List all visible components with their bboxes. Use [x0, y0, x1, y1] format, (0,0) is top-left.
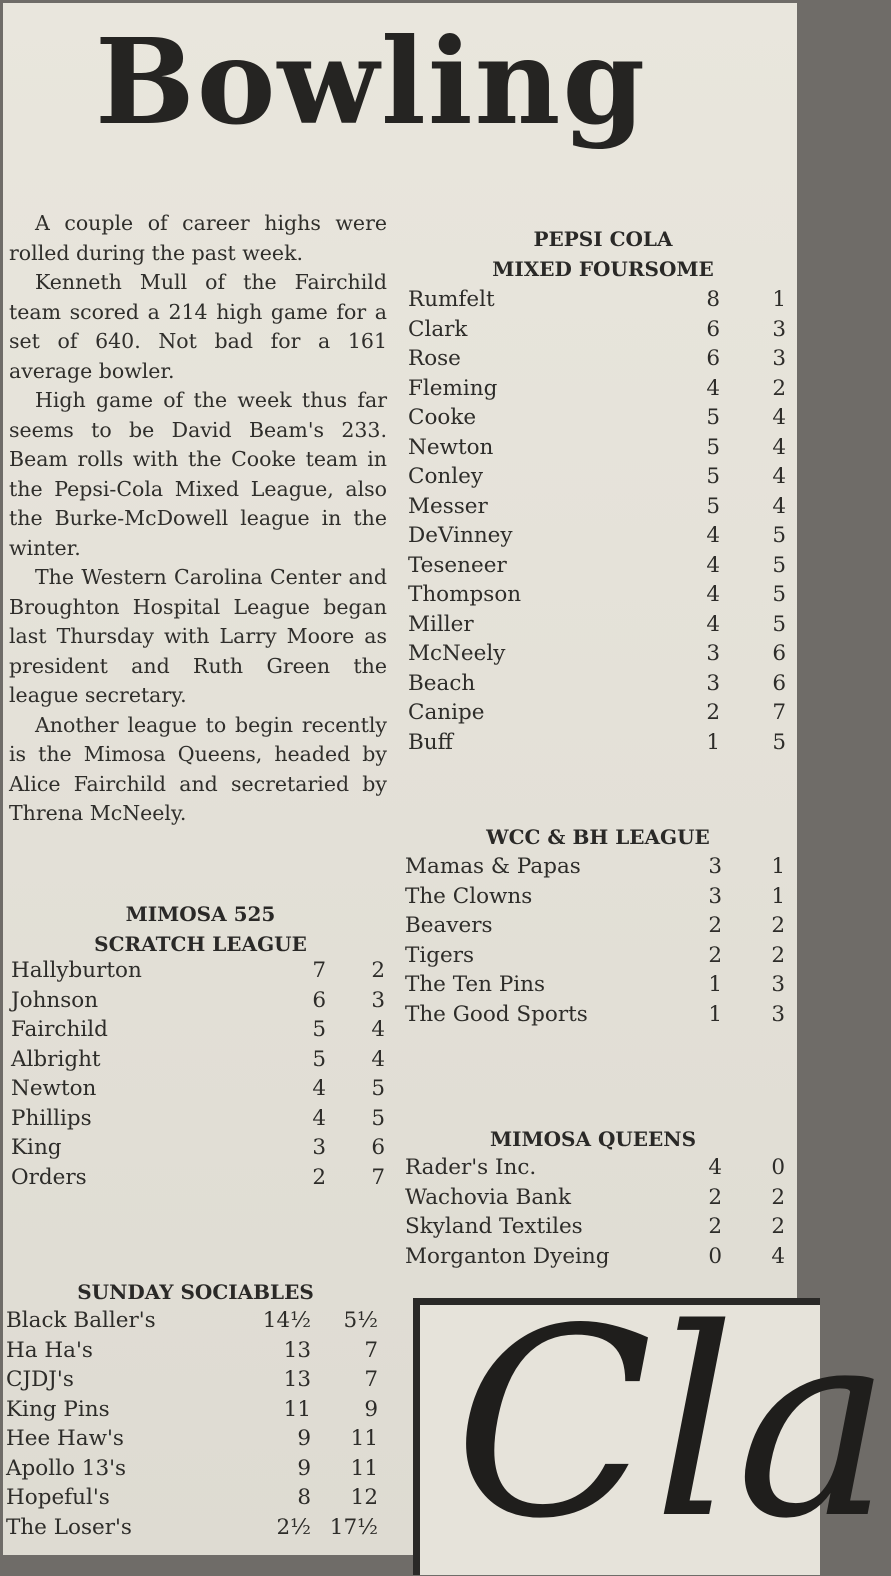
pepsi-cola-standings [408, 285, 798, 757]
team-name: Ha Ha's [6, 1337, 93, 1363]
team-name: Phillips [11, 1105, 92, 1131]
losses-value: 1 [772, 287, 786, 312]
wins-value: 2 [706, 700, 720, 725]
wcc-bh-heading [473, 822, 723, 852]
losses-value: 12 [350, 1485, 378, 1510]
wins-value: 1 [708, 972, 722, 997]
standings-row [6, 1395, 386, 1425]
wins-value: 5 [706, 405, 720, 430]
standings-row [11, 1163, 391, 1193]
wins-value: 14½ [262, 1308, 311, 1333]
losses-value: 1 [771, 854, 785, 879]
heading-line: MIMOSA QUEENS [489, 1127, 697, 1151]
wins-value: 5 [706, 464, 720, 489]
wins-value: 2 [708, 1214, 722, 1239]
standings-row [408, 315, 798, 345]
heading-line: WCC & BH LEAGUE [486, 825, 710, 849]
wins-value: 4 [706, 582, 720, 607]
wins-value: 4 [706, 375, 720, 401]
losses-value: 4 [772, 464, 786, 489]
wins-value: 7 [312, 958, 326, 983]
wins-value: 8 [297, 1485, 311, 1510]
article-paragraph: Kenneth Mull of the Fairchild team scored a 214 high game for a set of 640. Not bad for a 161 average bowler. [9, 270, 387, 383]
wins-value: 4 [706, 552, 720, 578]
wins-value: 5 [706, 493, 720, 519]
losses-value: 2 [771, 942, 785, 968]
wins-value: 5 [706, 434, 720, 460]
wins-value: 6 [312, 987, 326, 1013]
wins-value: 2½ [276, 1514, 311, 1540]
standings-row [405, 1212, 795, 1242]
standings-row [11, 956, 391, 986]
losses-value: 4 [772, 405, 786, 430]
team-name: CJDJ's [6, 1367, 74, 1392]
losses-value: 11 [350, 1426, 378, 1451]
losses-value: 3 [772, 346, 786, 371]
team-name: Miller [408, 611, 474, 637]
standings-row [408, 403, 798, 433]
standings-row [405, 1242, 795, 1272]
wins-value: 5 [312, 1046, 326, 1072]
team-name: Mamas & Papas [405, 854, 581, 879]
losses-value: 6 [371, 1135, 385, 1160]
standings-row [408, 551, 798, 581]
team-name: Conley [408, 464, 483, 489]
wins-value: 0 [708, 1243, 722, 1269]
team-name: Rose [408, 346, 461, 371]
standings-row [408, 462, 798, 492]
losses-value: 5 [371, 1076, 385, 1101]
heading-line: MIMOSA 525 [125, 902, 276, 926]
page-title: Bowling [95, 12, 647, 151]
losses-value: 17½ [329, 1514, 378, 1540]
losses-value: 5 [772, 611, 786, 637]
losses-value: 4 [371, 1017, 385, 1042]
standings-row [11, 1104, 391, 1134]
standings-row [6, 1306, 386, 1336]
mimosa-525-heading [58, 899, 343, 959]
team-name: The Clowns [405, 883, 533, 909]
standings-row [408, 610, 798, 640]
standings-row [6, 1365, 386, 1395]
standings-row [405, 911, 795, 941]
losses-value: 5 [371, 1105, 385, 1131]
losses-value: 11 [350, 1455, 378, 1481]
team-name: Beach [408, 670, 476, 696]
standings-row [408, 521, 798, 551]
standings-row [405, 1183, 795, 1213]
heading-line: PEPSI COLA [533, 227, 673, 251]
team-name: Johnson [11, 987, 99, 1013]
losses-value: 5 [772, 729, 786, 755]
standings-row [408, 698, 798, 728]
standings-row [405, 941, 795, 971]
standings-row [11, 986, 391, 1016]
standings-row [408, 344, 798, 374]
losses-value: 2 [771, 1184, 785, 1210]
losses-value: 4 [772, 493, 786, 519]
article-paragraph: A couple of career highs were rolled during the past week. [9, 211, 387, 265]
wins-value: 2 [708, 942, 722, 968]
losses-value: 3 [771, 972, 785, 997]
wins-value: 9 [297, 1426, 311, 1451]
team-name: Rader's Inc. [405, 1155, 537, 1180]
team-name: Morganton Dyeing [405, 1243, 610, 1269]
article-paragraph: Another league to begin recently is the Mimosa Queens, headed by Alice Fairchild and secretaried by Threna McNeely. [9, 712, 387, 825]
wins-value: 6 [706, 346, 720, 371]
team-name: King [11, 1135, 62, 1160]
wins-value: 13 [283, 1337, 311, 1363]
team-name: Beavers [405, 913, 493, 938]
wins-value: 11 [283, 1396, 311, 1422]
pepsi-cola-heading [433, 224, 773, 284]
article-body [9, 209, 387, 829]
losses-value: 3 [771, 1001, 785, 1027]
team-name: Canipe [408, 700, 485, 725]
sunday-sociables-standings [6, 1306, 386, 1542]
wins-value: 13 [283, 1367, 311, 1392]
wins-value: 3 [706, 641, 720, 666]
team-name: Hallyburton [11, 958, 142, 983]
losses-value: 7 [364, 1337, 378, 1363]
standings-row [6, 1424, 386, 1454]
wins-value: 2 [312, 1164, 326, 1190]
wins-value: 4 [706, 611, 720, 637]
team-name: The Good Sports [405, 1001, 588, 1027]
losses-value: 7 [772, 700, 786, 725]
losses-value: 9 [364, 1396, 378, 1422]
standings-row [408, 728, 798, 758]
advertisement-box [413, 1274, 891, 1576]
wins-value: 3 [708, 883, 722, 909]
ad-script-lettering: Cla [454, 1274, 891, 1576]
sunday-sociables-heading [58, 1277, 333, 1307]
standings-row [11, 1045, 391, 1075]
team-name: Fairchild [11, 1017, 108, 1042]
losses-value: 4 [772, 434, 786, 460]
team-name: The Ten Pins [405, 972, 546, 997]
team-name: Hee Haw's [6, 1426, 124, 1451]
standings-row [6, 1454, 386, 1484]
standings-row [408, 433, 798, 463]
losses-value: 2 [772, 375, 786, 401]
losses-value: 2 [771, 913, 785, 938]
losses-value: 6 [772, 670, 786, 696]
heading-line: MIXED FOURSOME [492, 257, 714, 281]
wins-value: 3 [312, 1135, 326, 1160]
standings-row [11, 1133, 391, 1163]
standings-row [408, 669, 798, 699]
newspaper-clipping [3, 3, 891, 1576]
team-name: Cooke [408, 405, 477, 430]
team-name: Rumfelt [408, 287, 495, 312]
losses-value: 5 [772, 582, 786, 607]
standings-row [408, 639, 798, 669]
team-name: King Pins [6, 1396, 110, 1422]
wins-value: 1 [708, 1001, 722, 1027]
standings-row [11, 1015, 391, 1045]
standings-row [408, 285, 798, 315]
standings-row [405, 882, 795, 912]
heading-line: SCRATCH LEAGUE [94, 932, 307, 956]
standings-row [6, 1336, 386, 1366]
team-name: Messer [408, 493, 488, 519]
standings-row [11, 1074, 391, 1104]
losses-value: 5 [772, 523, 786, 548]
mimosa-525-standings [11, 956, 391, 1192]
wins-value: 4 [312, 1076, 326, 1101]
losses-value: 0 [771, 1155, 785, 1180]
team-name: DeVinney [408, 523, 513, 548]
team-name: Fleming [408, 375, 498, 401]
team-name: Buff [408, 729, 453, 755]
losses-value: 3 [772, 316, 786, 342]
team-name: Albright [11, 1046, 101, 1072]
losses-value: 1 [771, 883, 785, 909]
team-name: The Loser's [6, 1514, 132, 1540]
wins-value: 3 [706, 670, 720, 696]
team-name: Wachovia Bank [405, 1184, 572, 1210]
heading-line: SUNDAY SOCIABLES [77, 1280, 314, 1304]
team-name: Skyland Textiles [405, 1214, 583, 1239]
team-name: Apollo 13's [6, 1455, 127, 1481]
standings-row [405, 1153, 795, 1183]
wins-value: 6 [706, 316, 720, 342]
article-paragraph: The Western Carolina Center and Broughton Hospital League began last Thursday with Larry Moore as president and Ruth Green the league secretary. [9, 565, 387, 707]
losses-value: 7 [364, 1367, 378, 1392]
wins-value: 2 [708, 913, 722, 938]
team-name: Hopeful's [6, 1485, 110, 1510]
standings-row [408, 492, 798, 522]
losses-value: 5 [772, 552, 786, 578]
mimosa-queens-heading [473, 1124, 713, 1154]
article-paragraph: High game of the week thus far seems to be David Beam's 233. Beam rolls with the Cooke team in the Pepsi-Cola Mixed League, also the Burke-McDowell league in the winter. [9, 388, 387, 560]
losses-value: 6 [772, 641, 786, 666]
standings-row [405, 970, 795, 1000]
standings-row [408, 374, 798, 404]
wcc-bh-standings [405, 852, 795, 1029]
wins-value: 4 [312, 1105, 326, 1131]
wins-value: 9 [297, 1455, 311, 1481]
wins-value: 4 [706, 523, 720, 548]
losses-value: 3 [371, 987, 385, 1013]
team-name: Black Baller's [6, 1308, 156, 1333]
wins-value: 4 [708, 1155, 722, 1180]
standings-row [6, 1513, 386, 1543]
wins-value: 2 [708, 1184, 722, 1210]
losses-value: 4 [771, 1243, 785, 1269]
wins-value: 1 [706, 729, 720, 755]
team-name: Clark [408, 316, 468, 342]
standings-row [405, 1000, 795, 1030]
team-name: Orders [11, 1164, 87, 1190]
wins-value: 3 [708, 854, 722, 879]
team-name: Thompson [408, 582, 522, 607]
losses-value: 2 [771, 1214, 785, 1239]
wins-value: 8 [706, 287, 720, 312]
standings-row [6, 1483, 386, 1513]
wins-value: 5 [312, 1017, 326, 1042]
team-name: Newton [408, 434, 494, 460]
mimosa-queens-standings [405, 1153, 795, 1271]
losses-value: 4 [371, 1046, 385, 1072]
team-name: Newton [11, 1076, 97, 1101]
losses-value: 2 [371, 958, 385, 983]
team-name: Tigers [405, 942, 475, 968]
standings-row [408, 580, 798, 610]
team-name: Teseneer [408, 552, 507, 578]
standings-row [405, 852, 795, 882]
losses-value: 7 [371, 1164, 385, 1190]
losses-value: 5½ [343, 1308, 378, 1333]
team-name: McNeely [408, 641, 506, 666]
